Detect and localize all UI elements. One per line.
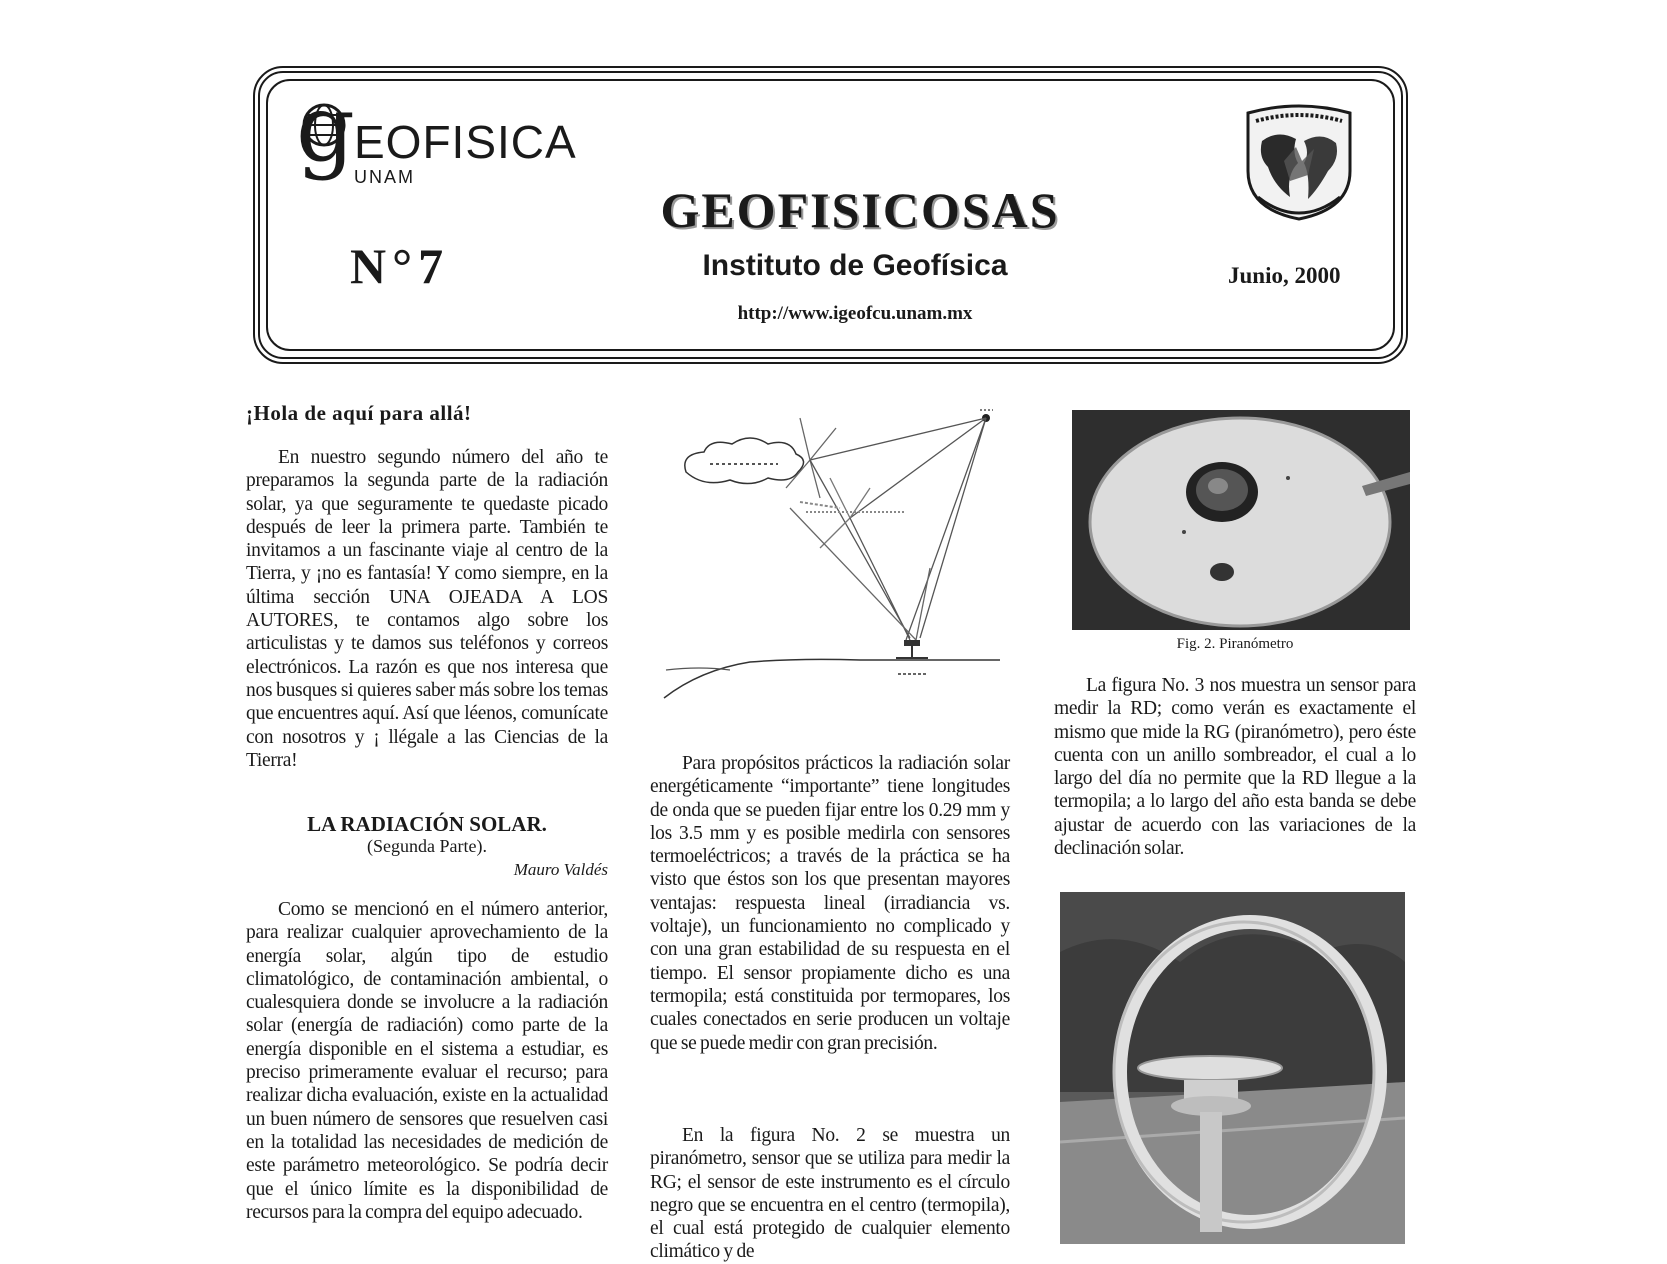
article-body-paragraph: Como se mencionó en el número anterior, para realizar cualquier aprovechamiento de la energía solar, algún tipo de estudio climatológico, de contaminación ambiental, o cualesquiera donde se involucre a la radiación solar (energía de radiación) como parte de la energía disponible en el sistema a estudiar, es preciso primeramente evaluar el recurso; para realizar dicha evaluación, existe en la actualidad un buen número de sensores que resuelven casi en la totalidad las necesidades de medición de este parámetro meteorológico. Se podría decir que el único límite es la disponibilidad de recursos para la compra del equipo adecuado.: [246, 899, 608, 1223]
masthead: [253, 66, 1408, 364]
shadow-ring-photo-icon: [1060, 892, 1405, 1244]
institute-name: Instituto de Geofísica: [702, 249, 1008, 282]
radiation-paragraph: Para propósitos prácticos la radiación solar energéticamente “importante” tiene longitudes de onda que se pueden fijar entre los 0.29 mm y los 3.5 mm y es posible medirla con sensores termoeléctricos; a través de la práctica se ha visto que éstos son los que presentan mayores ventajas: respuesta lineal (irradiancia vs. voltaje), un funcionamiento no complicado y con una gran estabilidad de su respuesta en el tiempo. El sensor propiamente dicho es una termopila; está constituida por termopares, los cuales conectados en serie producen un voltaje que se puede medir con gran precisión.: [650, 753, 1010, 1054]
newsletter-title: GEOFISICOSAS: [660, 182, 1060, 238]
logo-subtitle: UNAM: [354, 167, 415, 187]
logo-word: EOFISICA: [354, 116, 577, 168]
article-subtitle: (Segunda Parte).: [367, 836, 487, 856]
pyranometer-paragraph: En la figura No. 2 se muestra un piranómetro, sensor que se utiliza para medir la RG; el sensor de este instrumento es el círculo negro que se encuentra en el centro (termopila), el cual está protegido de cualquier elemento climático y de: [650, 1125, 1010, 1263]
website-link[interactable]: http://www.igeofcu.unam.mx: [737, 303, 973, 324]
figure-caption: Fig. 2. Piranómetro: [1176, 636, 1294, 652]
solar-radiation-diagram-icon: [660, 408, 1010, 718]
article-author: Mauro Valdés: [513, 860, 608, 879]
pyranometer-photo-icon: [1072, 410, 1410, 630]
unam-seal-icon: [1238, 101, 1360, 223]
greeting-heading: ¡Hola de aquí para allá!: [246, 401, 472, 425]
article-title: LA RADIACIÓN SOLAR.: [307, 812, 547, 836]
shadow-ring-paragraph: La figura No. 3 nos muestra un sensor para medir la RD; como verán es exactamente el mismo que mide la RG (piranómetro), pero éste cuenta con un anillo sombreador, el cual a lo largo del día no permite que la RD llegue a la termopila; a lo largo del año esta banda se debe ajustar de acuerdo con las variaciones de la declinación solar.: [1054, 675, 1416, 860]
intro-paragraph: En nuestro segundo número del año te preparamos la segunda parte de la radiación solar, ya que seguramente te quedaste picado después de leer la primera parte. También te invitamos a un fascinante viaje al centro de la Tierra, y ¡no es fantasía! Y como siempre, en la última sección UNA OJEADA A LOS AUTORES, te contamos algo sobre los articulistas y te damos sus teléfonos y correos electrónicos. La razón es que nos interesa que nos busques si quieres saber más sobre los temas que encuentres aquí. Así que léenos, comunícate con nosotros y ¡ llégale a las Ciencias de la Tierra!: [246, 447, 608, 771]
issue-number: N°7: [350, 238, 450, 294]
geofisica-logo: [288, 75, 588, 191]
issue-date: Junio, 2000: [1228, 263, 1341, 288]
globe-icon: [300, 101, 348, 149]
logo-letter: g: [296, 75, 355, 182]
